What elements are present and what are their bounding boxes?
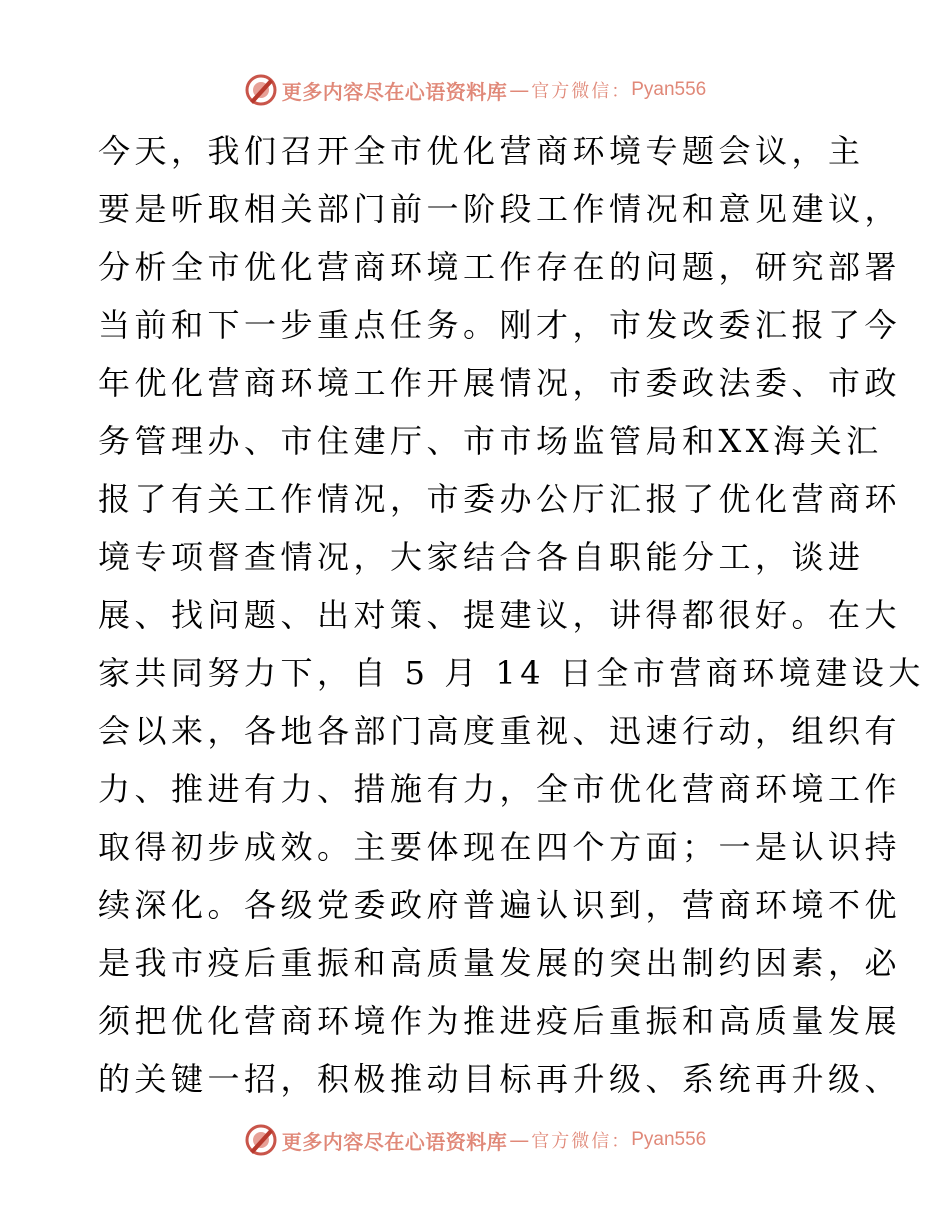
document-body [98,122,925,1108]
watermark-subtitle: 官方微信： [531,81,632,102]
body-line: 报了有关工作情况，市委办公厅汇报了优化营商环 [98,480,902,518]
watermark-text: 更多内容尽在心语资料库 [281,79,508,104]
body-line: 展、找问题、出对策、提建议，讲得都很好。在大 [98,596,902,634]
body-line: 分析全市优化营商环境工作存在的问题，研究部署 [98,248,902,286]
body-line: 须把优化营商环境作为推进疫后重振和高质量发展 [98,1002,902,1040]
body-line: 境专项督查情况，大家结合各自职能分工，谈进 [98,538,865,576]
body-line: 续深化。各级党委政府普遍认识到，营商环境不优 [98,886,902,924]
watermark-dash: — [509,1128,530,1152]
watermark-subtitle: 官方微信： [531,1131,632,1152]
watermark-logo-icon [244,73,278,107]
body-line: 取得初步成效。主要体现在四个方面；一是认识持 [98,828,902,866]
watermark-wechat-id: Pyan556 [631,1129,707,1150]
body-line: 是我市疫后重振和高质量发展的突出制约因素，必 [98,944,902,982]
watermark-dash: — [509,78,530,102]
body-line: 当前和下一步重点任务。刚才，市发改委汇报了今 [98,306,902,344]
body-line: 力、推进有力、措施有力，全市优化营商环境工作 [98,770,902,808]
body-line: 会以来，各地各部门高度重视、迅速行动，组织有 [98,712,902,750]
watermark-logo-icon [244,1123,278,1157]
body-line: 的关键一招，积极推动目标再升级、系统再升级、 [98,1060,902,1098]
body-line: 家共同努力下，自 5 月 14 日全市营商环境建设大 [98,654,925,692]
footer-watermark [0,1120,950,1160]
body-line: 要是听取相关部门前一阶段工作情况和意见建议， [98,190,902,228]
watermark-wechat-id: Pyan556 [631,79,707,100]
body-line: 年优化营商环境工作开展情况，市委政法委、市政 [98,364,902,402]
watermark-text: 更多内容尽在心语资料库 [281,1129,508,1154]
body-line: 今天，我们召开全市优化营商环境专题会议，主 [98,132,865,170]
header-watermark [0,70,950,110]
body-line: 务管理办、市住建厅、市市场监管局和XX海关汇 [98,422,883,460]
